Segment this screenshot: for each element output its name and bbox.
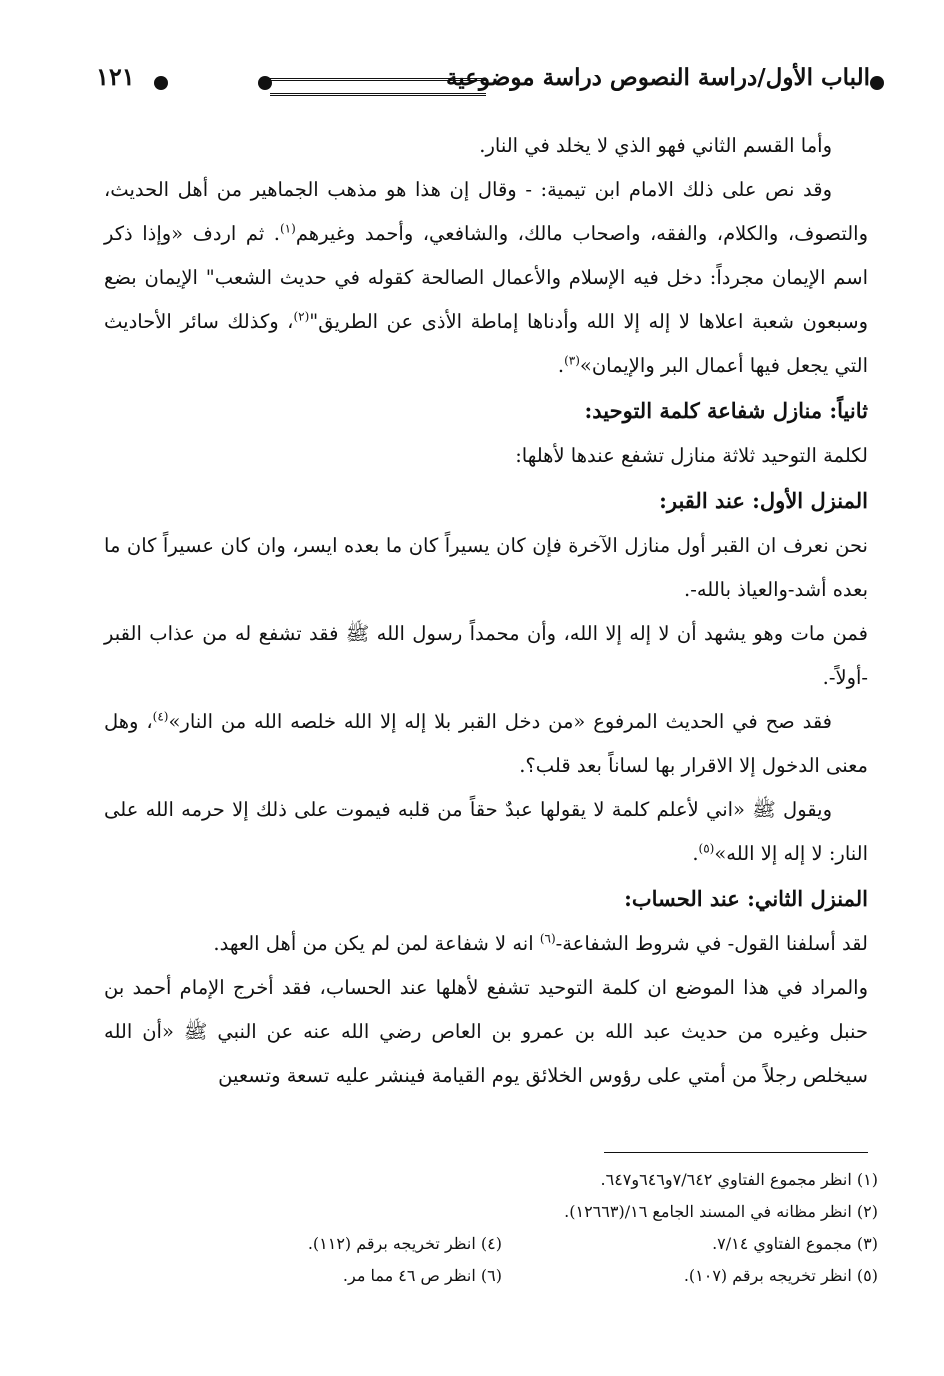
footnote-ref: (٦): [539, 931, 556, 946]
header-title: الباب الأول/دراسة النصوص دراسة موضوعية: [445, 64, 870, 91]
footnote: (٦) انظر ص ٤٦ مما مر.: [342, 1266, 502, 1285]
paragraph: لكلمة التوحيد ثلاثة منازل تشفع عندها لأهلها:: [515, 444, 868, 467]
body-text: [104, 124, 868, 1098]
section-heading: ثانياً: منازل شفاعة كلمة التوحيد:: [584, 398, 868, 423]
section-heading: المنزل الأول: عند القبر:: [659, 488, 868, 513]
paragraph: لقد أسلفنا القول- في شروط الشفاعة-$^{(٦)}$ انه لا شفاعة لمن لم يكن من أهل العهد.: [213, 931, 868, 955]
footnote-ref: (٤): [152, 709, 169, 724]
footnote: (٥) انظر تخريجه برقم (١٠٧).: [683, 1266, 878, 1285]
paragraph: وقد نص على ذلك الامام ابن تيمية: - وقال إن هذا هو مذهب الجماهير من أهل الحديث، والتصوف، والكلام، والفقه، واصحاب مالك، والشافعي، وأحمد وغيرهم$^{(١)}$. ثم اردف «وإذا ذكر اسم الإيمان مجرداً: دخل فيه الإسلام والأعمال الصالحة كقوله في حديث الشعب" الإيمان بضع وسبعون شعبة اعلاها لا إله إلا الله وأدناها إماطة الأذى عن الطريق"$^{(٢)}$، وكذلك سائر الأحاديث التي يجعل فيها أعمال البر والإيمان»$^{(٣)}$.: [104, 178, 868, 377]
footnote-ref: (٣): [564, 353, 580, 368]
footnote: (١) انظر مجموع الفتاوي ٧/٦٤٢و٦٤٦و٦٤٧.: [600, 1170, 878, 1189]
header-ornament-dot: [154, 76, 168, 90]
footnote-ref: (١): [279, 221, 296, 236]
footnotes: [104, 1164, 878, 1292]
paragraph: وأما القسم الثاني فهو الذي لا يخلد في النار.: [479, 134, 832, 157]
header-double-rule: [270, 78, 486, 96]
running-header: [96, 62, 884, 106]
footnote: (٣) مجموع الفتاوي ٧/١٤.: [712, 1234, 878, 1253]
footnote: (٤) انظر تخريجه برقم (١١٢).: [307, 1234, 502, 1253]
header-ornament-dot: [258, 76, 272, 90]
footnote-ref: (٥): [698, 841, 715, 856]
header-ornament-dot: [870, 76, 884, 90]
section-heading: المنزل الثاني: عند الحساب:: [624, 886, 868, 911]
footnote-separator: [604, 1152, 868, 1153]
paragraph: فمن مات وهو يشهد أن لا إله إلا الله، وأن محمداً رسول الله ﷺ فقد تشفع له من عذاب القبر -أولاً-.: [104, 622, 868, 689]
footnote-row: [104, 1228, 878, 1260]
paragraph: والمراد في هذا الموضع ان كلمة التوحيد تشفع لأهلها عند الحساب، فقد أخرج الإمام أحمد بن حنبل وغيره من حديث عبد الله بن عمرو بن العاص رضي الله عنه عن النبي ﷺ «أن الله سيخلص رجلاً من أمتي على رؤوس الخلائق يوم القيامة فينشر عليه تسعة وتسعين: [104, 976, 868, 1087]
paragraph: فقد صح في الحديث المرفوع «من دخل القبر بلا إله إلا الله خلصه الله من النار»$^{(٤)}$، وهل معنى الدخول إلا الاقرار بها لساناً بعد قلب؟.: [104, 709, 868, 777]
paragraph: نحن نعرف ان القبر أول منازل الآخرة فإن كان يسيراً كان ما بعده ايسر، وان كان عسيراً كان ما بعده أشد-والعياذ بالله-.: [104, 534, 868, 601]
footnote-ref: (٢): [293, 309, 310, 324]
page-number: ١٢١: [96, 62, 135, 91]
footnote-row: [104, 1260, 878, 1292]
paragraph: ويقول ﷺ «اني لأعلم كلمة لا يقولها عبدٌ حقاً من قلبه فيموت على ذلك إلا حرمه الله على النار: لا إله إلا الله»$^{(٥)}$.: [104, 798, 868, 865]
footnote: (٢) انظر مظانه في المسند الجامع ١٦/(١٢٦٦٣).: [564, 1202, 878, 1221]
